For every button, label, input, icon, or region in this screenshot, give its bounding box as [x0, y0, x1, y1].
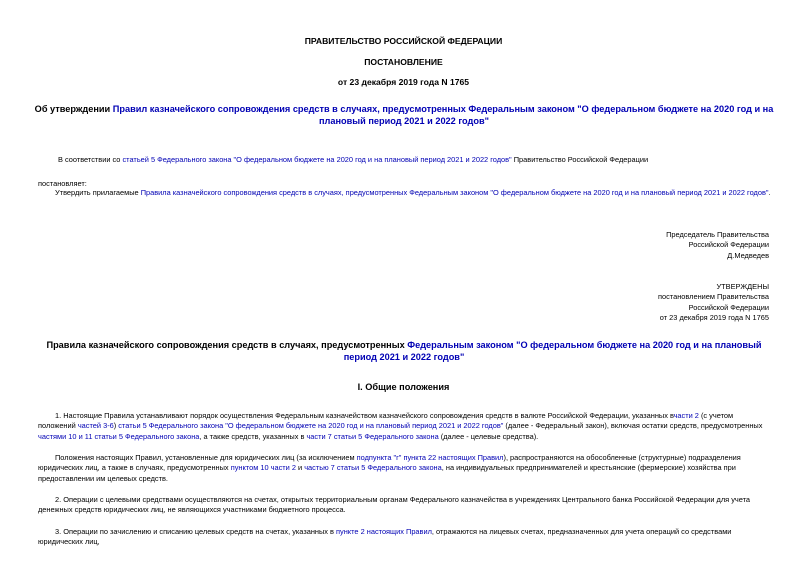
p1-link-parts-10-11[interactable]: частями 10 и 11 статьи 5 Федерального закона	[38, 431, 200, 441]
p1-text-6: (далее - целевые средства).	[438, 431, 539, 441]
paragraph-3: 2. Операции с целевыми средствами осуществляются на счетах, открытых территориальным органам Федерального казначейства в учреждениях Центрального банка Российской Федерации для учета денежных средств юридических лиц, не являющихся участниками бюджетного процесса.	[38, 495, 751, 515]
header-date-number: от 23 декабря 2019 года N 1765	[337, 77, 470, 87]
p2-link-point-10[interactable]: пунктом 10 части 2	[230, 463, 296, 473]
preamble-text: В соответствии со	[58, 155, 123, 164]
signature-block	[480, 230, 769, 261]
p4-text-2: , отражаются на лицевых счетах, предназначенных для учета операций со средствами юридических лиц,	[38, 527, 732, 547]
p1-text-1: 1. Настоящие Правила устанавливают порядок осуществления Федеральным казначейством казначейского сопровождения средств в валюте Российской Федерации, указанных в	[55, 411, 674, 420]
p1-link-part-2[interactable]: части 2	[673, 411, 699, 420]
rules-title	[30, 339, 778, 364]
rules-title-prefix: Правила казначейского сопровождения средств в случаях, предусмотренных	[46, 340, 408, 350]
decides-label: постановляет:	[38, 179, 87, 188]
p2-text-3: и	[295, 463, 305, 473]
p4-text-1: 3. Операции по зачислению и списанию целевых средств на счетах, указанных в	[55, 527, 337, 536]
approved-line-1: УТВЕРЖДЕНЫ	[716, 282, 769, 291]
approve-rules-link[interactable]: Правила казначейского сопровождения средств в случаях, предусмотренных Федеральным законом "О федеральном бюджете на 2020 год и на плановый период 2021 и 2022 годов"	[140, 188, 769, 197]
preamble-paragraph	[58, 155, 778, 165]
approved-line-2: постановлением Правительства	[658, 292, 769, 302]
preamble-law-link[interactable]: статьей 5 Федерального закона "О федеральном бюджете на 2020 год и на плановый период 2021 и 2022 годов"	[122, 155, 512, 164]
p2-text-1: Положения настоящих Правил, установленные для юридических лиц (за исключением	[55, 453, 357, 462]
signature-line-2: Российской Федерации	[688, 240, 769, 250]
p1-text-3: )	[113, 421, 119, 431]
p2-link-subpoint-g[interactable]: подпункта "г" пункта 22 настоящих Правил	[356, 453, 504, 462]
p1-link-parts-3-6[interactable]: частей 3-6	[77, 421, 114, 431]
approve-paragraph	[55, 188, 780, 198]
signature-line-3: Д.Медведев	[727, 250, 769, 260]
approve-text: Утвердить прилагаемые	[55, 188, 141, 197]
p1-text-5: , а также средств, указанных в	[199, 431, 307, 441]
p1-text-2: (с учетом положений	[38, 411, 734, 431]
rules-title-link[interactable]: Федеральным законом "О федеральном бюджете на 2020 год и на плановый период 2021 и 2022 годов"	[343, 340, 762, 363]
p1-link-part-7[interactable]: части 7 статьи 5 Федерального закона	[306, 431, 439, 441]
signature-line-1: Председатель Правительства	[666, 230, 769, 239]
p2-text-2: ), распространяются на обособленные (структурные) подразделения юридических лиц, а также в случаях, предусмотренных	[38, 453, 741, 473]
p1-text-4: (далее - Федеральный закон), включая остатки средств, предусмотренных	[503, 421, 763, 431]
header-government: ПРАВИТЕЛЬСТВО РОССИЙСКОЙ ФЕДЕРАЦИИ	[304, 36, 503, 46]
approved-line-4: от 23 декабря 2019 года N 1765	[659, 313, 769, 323]
paragraph-4	[38, 527, 769, 548]
document-title	[30, 103, 778, 128]
approve-text-end: .	[768, 188, 771, 197]
paragraph-2	[38, 453, 769, 484]
paragraph-1	[38, 411, 769, 442]
p2-text-4: , на индивидуальных предпринимателей и крестьянские (фермерские) хозяйства при предоставлении им целевых средств.	[38, 463, 736, 483]
p4-link-point-2[interactable]: пункте 2 настоящих Правил	[336, 527, 432, 536]
approved-line-3: Российской Федерации	[688, 302, 769, 312]
section-heading: I. Общие положения	[357, 382, 450, 392]
p2-link-part-7[interactable]: частью 7 статьи 5 Федерального закона	[304, 463, 442, 473]
approved-block	[480, 282, 769, 324]
p1-link-article-5[interactable]: статьи 5 Федерального закона "О федеральном бюджете на 2020 год и на плановый период 2021 и 2022 годов"	[118, 421, 504, 431]
preamble-text-end: Правительство Российской Федерации	[511, 155, 649, 164]
title-link[interactable]: Правил казначейского сопровождения средств в случаях, предусмотренных Федеральным законом "О федеральном бюджете на 2020 год и на плановый период 2021 и 2022 годов"	[112, 104, 774, 127]
title-prefix: Об утверждении	[34, 104, 113, 114]
header-doc-type: ПОСТАНОВЛЕНИЕ	[364, 57, 443, 67]
